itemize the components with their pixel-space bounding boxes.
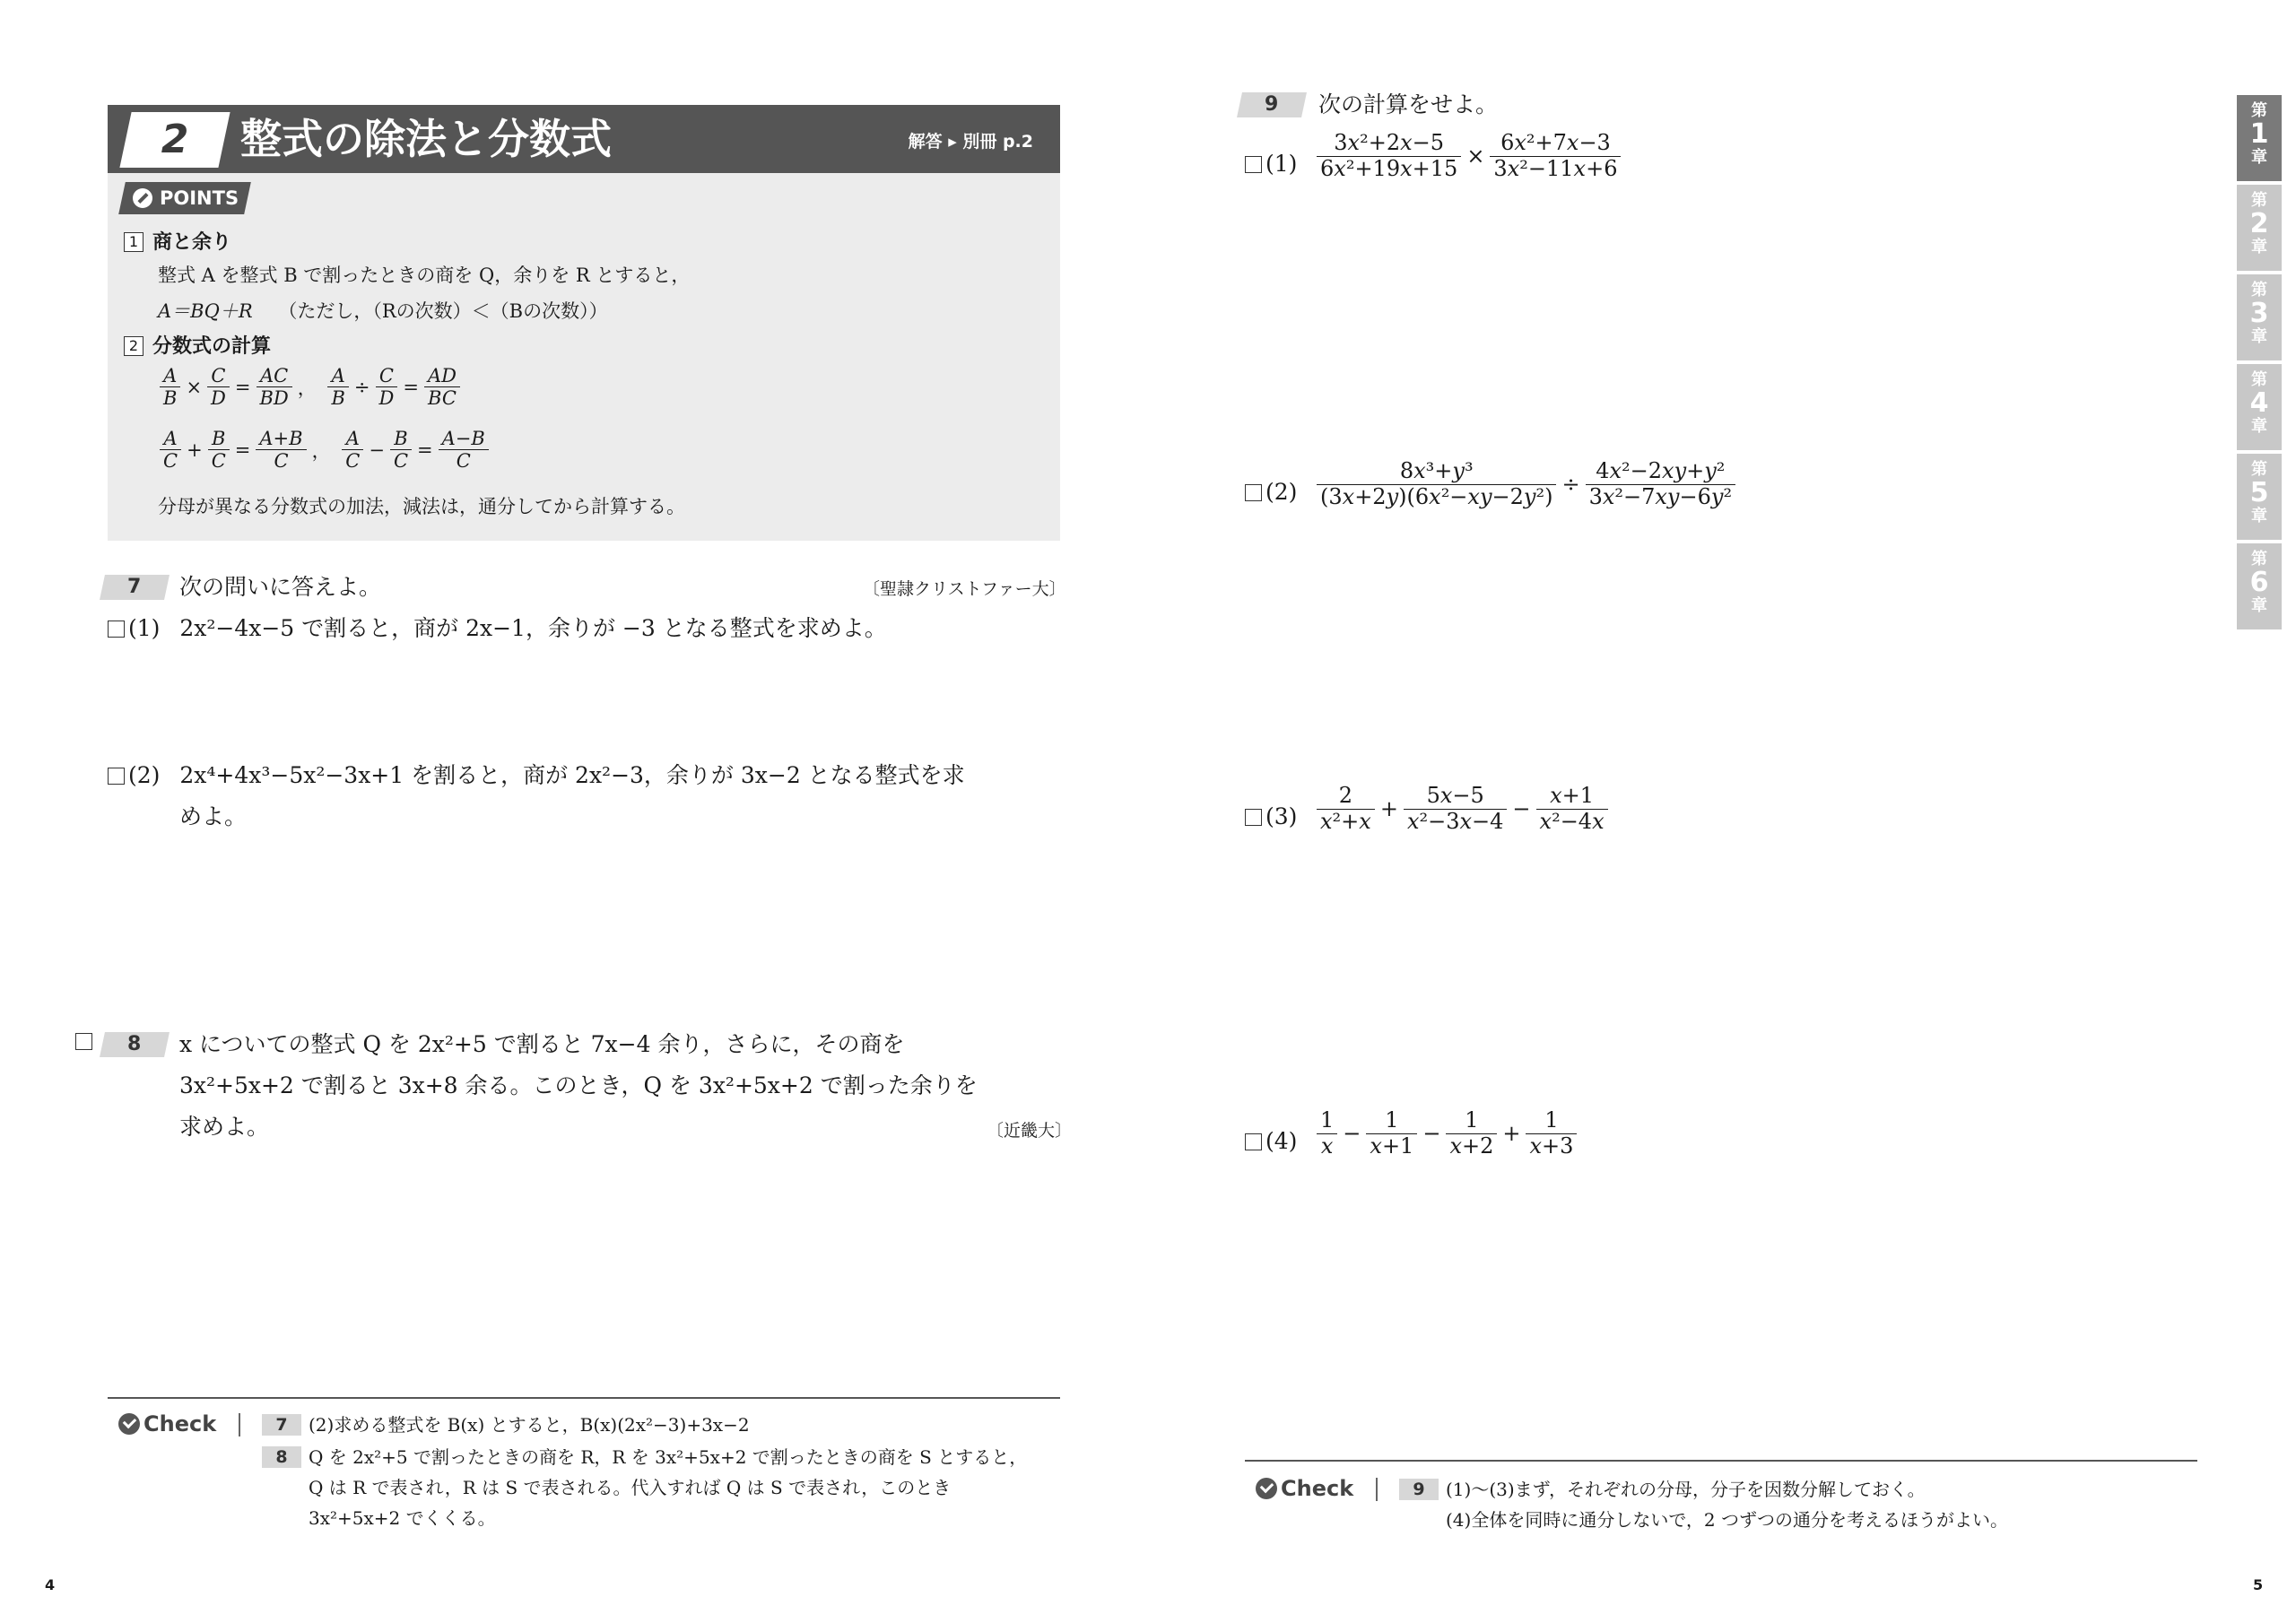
problem-7-1-label: (1) [128, 615, 161, 641]
checkbox-9-2[interactable] [1245, 484, 1262, 501]
check-right-label: Check [1256, 1476, 1353, 1501]
point-2-title: 分数式の計算 [152, 335, 272, 358]
page-number-left: 4 [45, 1576, 56, 1593]
page-number-right: 5 [2253, 1576, 2264, 1593]
check-left-8-line2: Q は R で表され，R は S で表される。代入すれば Q は S で表され，このとき [309, 1477, 952, 1498]
pencil-icon [133, 188, 152, 208]
check-right-9-line1: (1)〜(3)まず，それぞれの分母，分子を因数分解しておく。 [1446, 1479, 1926, 1500]
section-number: 2 [161, 117, 189, 162]
problem-9-4-label: (4) [1265, 1128, 1298, 1154]
chapter-tab-2[interactable]: 第 2 章 [2237, 185, 2282, 271]
problem-8-line1: x についての整式 Q を 2x²+5 で割ると 7x−4 余り，さらに，その商を [179, 1031, 905, 1057]
points-label [133, 182, 239, 214]
point-1-heading [124, 227, 231, 255]
check-right-rule [1245, 1460, 2197, 1462]
problem-9-3-label: (3) [1265, 803, 1298, 829]
problem-9-number: 9 [1237, 92, 1307, 117]
checkbox-9-4[interactable] [1245, 1133, 1262, 1150]
problem-7-2-label: (2) [128, 762, 161, 788]
check-left-7-text: (2)求める整式を B(x) とすると，B(x)(2x²−3)+3x−2 [309, 1414, 750, 1436]
checkbox-8[interactable] [75, 1033, 92, 1050]
check-right-separator [1376, 1478, 1378, 1501]
point-1-formula: A＝BQ＋R [158, 300, 253, 322]
point-1-title: 商と余り [152, 231, 232, 254]
point-2-note: 分母が異なる分数式の加法，減法は，通分してから計算する。 [158, 496, 685, 517]
problem-9-4-label-wrap [1245, 1121, 1297, 1162]
problem-9-4-expression: $\frac{1}{x}$ − $\frac{1}{x+1}$ − $\frac{1}{x+2}$ + $\frac{1}{x+3}$ [1315, 1108, 1578, 1159]
problem-7-2 [108, 755, 965, 796]
point-1-line1: 整式 A を整式 B で割ったときの商を Q，余りを R とすると， [158, 265, 691, 286]
checkbox-7-1[interactable] [108, 621, 125, 638]
problem-7-2-line1: 2x⁴+4x³−5x²−3x+1 を割ると，商が 2x²−3，余りが 3x−2 となる整式を求 [179, 762, 965, 788]
chapter-tab-5[interactable]: 第 5 章 [2237, 454, 2282, 540]
problem-8-line3: 求めよ。 [179, 1114, 270, 1140]
problem-9-2-expression: $\frac{\text{8x³+y³}}{\text{(3x+2y)(6x²−xy−2y²)}}$ ÷ $\frac{\text{4x²−2xy+y²}}{\text{3x²−7xy−6y²}}$ [1315, 459, 1737, 509]
check-left-8-line3: 3x²+5x+2 でくくる。 [309, 1507, 496, 1529]
problem-7-1-text: 2x²−4x−5 で割ると，商が 2x−1，余りが −3 となる整式を求めよ。 [179, 615, 887, 641]
checkbox-7-2[interactable] [108, 768, 125, 785]
points-box [108, 173, 1060, 541]
problem-9-1-label-wrap [1245, 143, 1297, 185]
point-2-heading [124, 331, 271, 359]
check-left-separator [239, 1413, 240, 1436]
checkbox-9-1[interactable] [1245, 156, 1262, 173]
problem-7-2-line2: めよ。 [179, 803, 248, 829]
point-2-number: 2 [124, 336, 144, 356]
points-badge-text: POINTS [160, 187, 239, 209]
section-header [108, 105, 1060, 173]
point-1-line2 [158, 297, 608, 324]
problem-8-line2: 3x²+5x+2 で割ると 3x+8 余る。このとき，Q を 3x²+5x+2 で割った余りを [179, 1072, 978, 1098]
check-right-9-number: 9 [1399, 1479, 1439, 1500]
problem-8-checkbox-wrap [75, 1033, 96, 1052]
point-2-formula-add-subtract: $\frac{A}{C}$ + $\frac{B}{C}$ = $\frac{A+B}{C}$ ， $\frac{A}{C}$ − $\frac{B}{C}$ = $\frac{A-B}{C}$ [158, 428, 491, 472]
point-1-note: （ただし，（Rの次数）＜（Bの次数）） [278, 300, 608, 322]
problem-7-text: 次の問いに答えよ。 [179, 574, 382, 600]
check-right-9-line2: (4)全体を同時に通分しないで，2 つずつの通分を考えるほうがよい。 [1446, 1509, 2009, 1531]
problem-9-text: 次の計算をせよ。 [1318, 91, 1499, 117]
point-1-number: 1 [124, 232, 144, 252]
check-left-8-number: 8 [262, 1446, 301, 1468]
checkbox-9-3[interactable] [1245, 809, 1262, 826]
problem-9-2-label: (2) [1265, 479, 1298, 505]
problem-9-2-label-wrap [1245, 472, 1297, 513]
section-title: 整式の除法と分数式 [240, 115, 612, 163]
point-2-formula-multiply-divide: $\frac{A}{B}$ × $\frac{C}{D}$ = $\frac{AC}{BD}$ ， $\frac{A}{B}$ ÷ $\frac{C}{D}$ = $\frac{AD}{BC}$ [158, 365, 462, 409]
problem-9-3-expression: $\frac{2}{\text{x²+x}}$ + $\frac{5x-5}{\text{x²−3x−4}}$ − $\frac{x+1}{\text{x²−4x}}$ [1315, 784, 1610, 834]
answer-reference: 解答 ▸ 別冊 p.2 [908, 132, 1033, 152]
check-left-7-number: 7 [262, 1414, 301, 1436]
problem-7-number: 7 [100, 575, 170, 600]
chapter-tab-3[interactable]: 第 3 章 [2237, 274, 2282, 360]
problem-7-1 [108, 608, 887, 649]
problem-9-1-expression: $\frac{\text{3x²+2x−5}}{\text{6x²+19x+15}}$ × $\frac{\text{6x²+7x−3}}{\text{3x²−11x+6}}$ [1315, 131, 1622, 181]
check-icon [118, 1413, 140, 1435]
problem-8-number: 8 [100, 1032, 170, 1057]
problem-9-3-label-wrap [1245, 796, 1297, 838]
problem-9-1-label: (1) [1265, 151, 1298, 177]
check-left-rule [108, 1397, 1060, 1399]
chapter-tab-1[interactable]: 第 1 章 [2237, 95, 2282, 181]
chapter-tab-6[interactable]: 第 6 章 [2237, 543, 2282, 629]
problem-7-source: 〔聖隷クリストファー大〕 [863, 579, 1066, 599]
check-left-8-line1: Q を 2x²+5 で割ったときの商を R，R を 3x²+5x+2 で割ったときの商を S とすると， [309, 1446, 1028, 1468]
check-left-label: Check [118, 1411, 216, 1436]
check-icon [1256, 1478, 1277, 1499]
problem-8-source: 〔近畿大〕 [987, 1121, 1073, 1141]
chapter-tab-4[interactable]: 第 4 章 [2237, 364, 2282, 450]
